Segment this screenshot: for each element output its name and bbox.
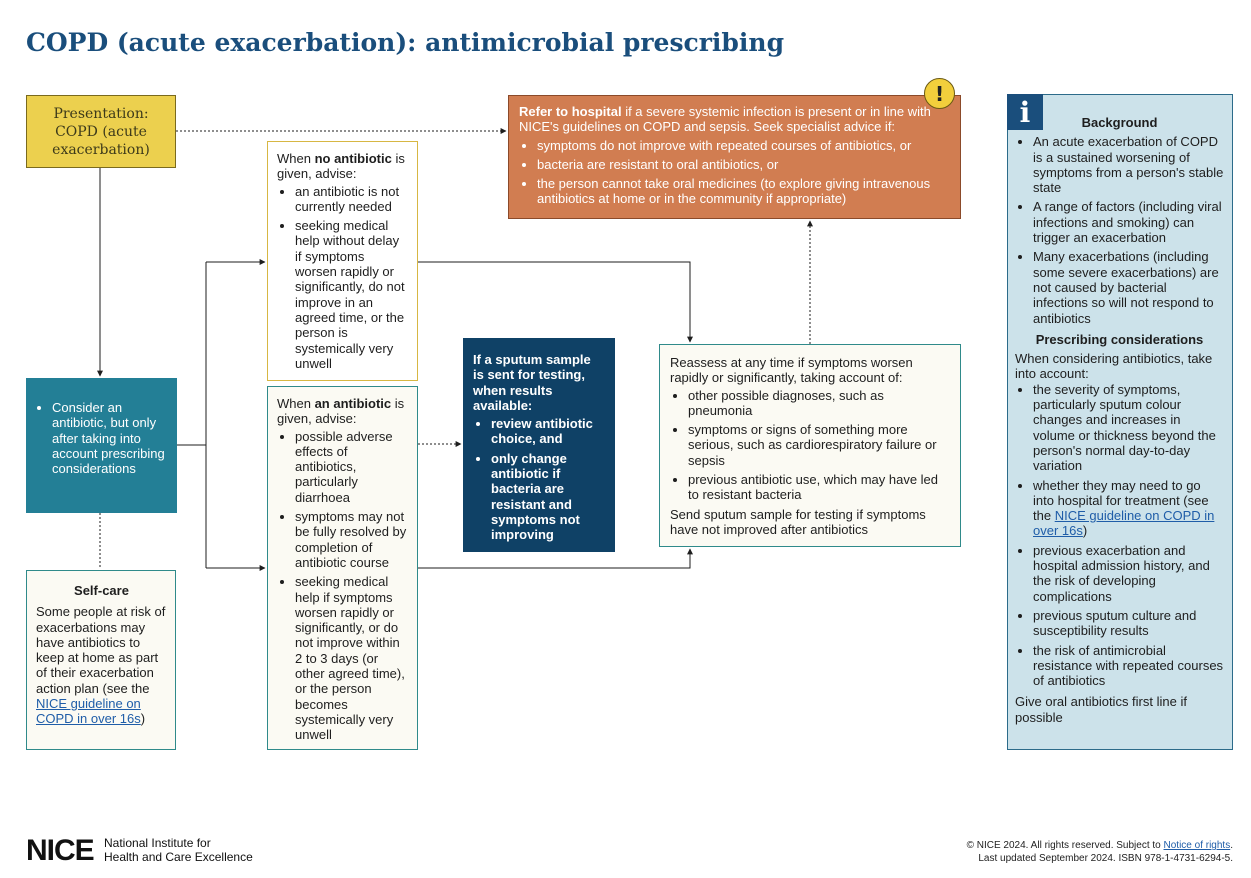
copd-guideline-link[interactable]: NICE guideline on COPD in over 16s	[1033, 508, 1215, 539]
info-icon: i	[1007, 94, 1043, 130]
no-antibiotic-item: • seeking medical help without delay if symptoms worsen rapidly or significantly, do not improve in an agreed time, or the person is systemically very unwell	[295, 218, 409, 371]
background-item: • Many exacerbations (including some severe exacerbations) are not caused by bacterial infections so will not respond to antibiotics	[1033, 249, 1224, 325]
presentation-label: Presentation: COPD (acute exacerbation)	[52, 105, 150, 158]
background-panel	[1007, 94, 1233, 750]
prescribing-item: • previous exacerbation and hospital admission history, and the risk of developing complications	[1033, 543, 1224, 604]
page-title: COPD (acute exacerbation): antimicrobial prescribing	[26, 28, 785, 57]
with-antibiotic-item: • symptoms may not be fully resolved by completion of antibiotic course	[295, 509, 409, 570]
prescribing-item: • the risk of antimicrobial resistance with repeated courses of antibiotics	[1033, 643, 1224, 689]
with-antibiotic-intro	[277, 396, 409, 427]
consider-antibiotic-box	[26, 378, 177, 513]
logo-line-1: National Institute for	[104, 836, 211, 850]
prescribing-item: • previous sputum culture and susceptibility results	[1033, 608, 1224, 639]
refer-item: • bacteria are resistant to oral antibiotics, or	[537, 157, 950, 172]
connector-no-antibiotic-to-reassess	[418, 262, 690, 342]
consider-text: • Consider an antibiotic, but only after taking into account prescribing considerations	[52, 400, 169, 476]
refer-to-hospital-box	[508, 95, 961, 219]
self-care-text	[36, 604, 167, 726]
connector-consider-split	[177, 262, 206, 568]
sputum-item: • only change antibiotic if bacteria are resistant and symptoms not improving	[491, 451, 605, 543]
no-antibiotic-box	[267, 141, 418, 381]
nice-logo-caption	[104, 836, 253, 864]
with-antibiotic-intro-bold: an antibiotic	[314, 396, 392, 411]
with-antibiotic-item: • seeking medical help if symptoms worsen rapidly or significantly, or do not improve within 2 to 3 days (or other agreed time), or the person becomes systemically very unwell	[295, 574, 409, 742]
presentation-box	[26, 95, 176, 168]
sputum-item: • review antibiotic choice, and	[491, 416, 605, 447]
sputum-intro: If a sputum sample is sent for testing, when results available:	[473, 352, 591, 413]
reassess-item: • other possible diagnoses, such as pneumonia	[688, 388, 951, 419]
background-item: • A range of factors (including viral infections and smoking) can trigger an exacerbation	[1033, 199, 1224, 245]
no-antibiotic-intro	[277, 151, 409, 182]
notice-of-rights-link[interactable]: Notice of rights	[1163, 840, 1231, 851]
with-antibiotic-box	[267, 386, 418, 750]
hospital-item-tail: )	[1082, 523, 1088, 539]
hospital-item-text: whether they may need to go into hospital for treatment (see the	[1033, 477, 1209, 524]
reassess-item: • symptoms or signs of something more serious, such as cardiorespiratory failure or sepsis	[688, 422, 951, 468]
prescribing-heading: Prescribing considerations	[1035, 331, 1204, 347]
self-care-body: Some people at risk of exacerbations may have antibiotics to keep at home as part of their exacerbation action plan (see the	[36, 604, 166, 696]
reassess-box	[659, 344, 961, 547]
background-item: • An acute exacerbation of COPD is a sustained worsening of symptoms from a person's stable state	[1033, 134, 1224, 195]
no-antibiotic-item: • an antibiotic is not currently needed	[295, 184, 409, 215]
prescribing-intro: When considering antibiotics, take into account:	[1015, 351, 1213, 382]
refer-intro-text: if a severe systemic infection is present or in line with NICE's guidelines on COPD and sepsis. Seek specialist advice if:	[519, 104, 931, 134]
refer-item: • the person cannot take oral medicines (to explore giving intravenous antibiotics at home or in the community if appropriate)	[537, 176, 950, 206]
self-care-heading: Self-care	[74, 583, 129, 598]
reassess-intro: Reassess at any time if symptoms worsen rapidly or significantly, taking account of:	[670, 355, 913, 386]
no-antibiotic-intro-a: When	[277, 151, 315, 166]
prescribing-item: • the severity of symptoms, particularly sputum colour changes and increases in volume or thickness beyond the person's normal day-to-day variation	[1033, 382, 1224, 474]
copyright-footer	[967, 839, 1233, 865]
self-care-guideline-link[interactable]: NICE guideline on COPD in over 16s	[36, 696, 141, 727]
prescribing-item-hospital	[1033, 478, 1224, 539]
self-care-box	[26, 570, 176, 750]
refer-item: • symptoms do not improve with repeated courses of antibiotics, or	[537, 138, 950, 153]
refer-bold: Refer to hospital	[519, 104, 622, 119]
reassess-item: • previous antibiotic use, which may have led to resistant bacteria	[688, 472, 951, 503]
with-antibiotic-item: • possible adverse effects of antibiotics, particularly diarrhoea	[295, 429, 409, 505]
self-care-tail: )	[140, 711, 146, 727]
with-antibiotic-intro-a: When	[277, 396, 315, 411]
logo-line-2: Health and Care Excellence	[104, 850, 253, 864]
nice-logo: NICE	[26, 834, 94, 867]
reassess-footer: Send sputum sample for testing if symptoms have not improved after antibiotics	[670, 506, 926, 537]
warning-icon: !	[924, 78, 955, 109]
no-antibiotic-intro-bold: no antibiotic	[314, 151, 392, 166]
footer-line-1	[967, 839, 1233, 852]
background-heading: Background	[1081, 115, 1158, 130]
sputum-results-box	[463, 338, 615, 552]
refer-intro	[519, 104, 950, 134]
background-closing: Give oral antibiotics first line if possible	[1015, 694, 1187, 725]
footer-line-2: Last updated September 2024. ISBN 978-1-4731-6294-5.	[978, 853, 1233, 864]
footer-line-1-text: © NICE 2024. All rights reserved. Subject to	[966, 840, 1164, 851]
footer-line-1-tail: .	[1230, 840, 1233, 851]
no-antibiotic-intro-b: is given, advise:	[277, 151, 405, 182]
with-antibiotic-intro-b: is given, advise:	[277, 396, 405, 427]
